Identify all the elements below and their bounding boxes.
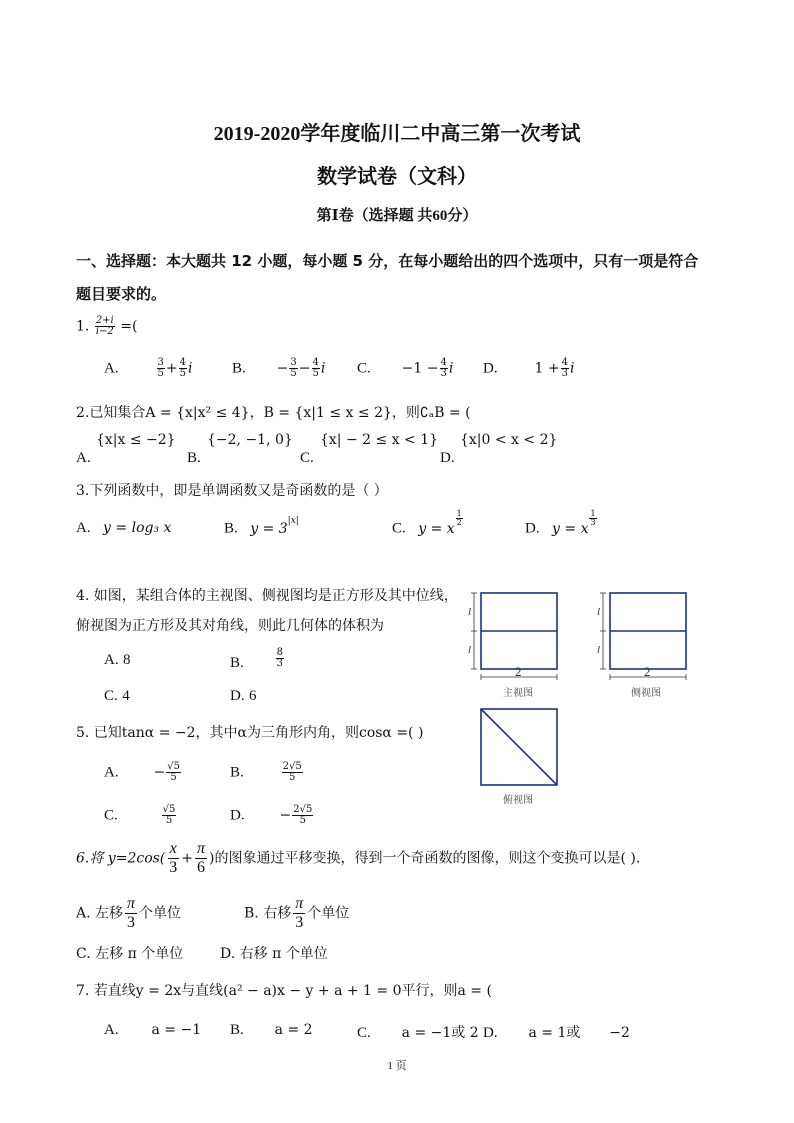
question-7-option-d[interactable]	[483, 1022, 630, 1042]
question-3-option-b[interactable]	[224, 516, 299, 538]
option-label: B.	[230, 1022, 244, 1038]
denominator: 5	[299, 815, 306, 826]
question-1-option-b[interactable]	[232, 358, 325, 379]
numerator: π	[295, 895, 304, 912]
question-1-option-d[interactable]	[483, 358, 574, 379]
part-heading: 第Ⅰ卷（选择题 共60分）	[316, 208, 478, 224]
denominator: 5	[312, 368, 319, 379]
question-2-option-d[interactable]	[440, 432, 558, 466]
question-5-option-b[interactable]	[230, 762, 304, 783]
option-value: {x|0 < x < 2}	[460, 432, 558, 448]
side-view-label: 侧视图	[631, 688, 661, 699]
option-label: B.	[230, 654, 244, 671]
question-3-option-d[interactable]	[525, 509, 598, 538]
question-3-option-c[interactable]	[392, 509, 464, 538]
denominator: 3	[276, 658, 284, 669]
question-7-stem: 7. 若直线y = 2x与直线(a² − a)x − y + a + 1 = 0平行，则a = (	[76, 983, 492, 999]
stem-suffix: )的图象通过平移变换，得到一个奇函数的图像，则这个变换可以是( ).	[209, 850, 641, 867]
option-label: D.	[230, 807, 245, 824]
option-value: 6	[249, 688, 257, 704]
question-5-option-d[interactable]	[230, 805, 314, 826]
numerator: x	[169, 840, 177, 857]
option-value: {x|x ≤ −2}	[96, 432, 176, 448]
question-4-line2: 俯视图为正方形及其对角线，则此几何体的体积为	[76, 618, 384, 634]
numerator: 8	[276, 647, 284, 658]
page-title: 2019-2020学年度临川二中高三第一次考试	[213, 123, 581, 145]
question-1-number: 1.	[76, 318, 90, 335]
denominator: 6	[197, 859, 206, 876]
denominator: 5	[179, 368, 186, 379]
option-label: A. 左移	[76, 905, 124, 922]
option-label: A.	[104, 360, 119, 377]
fraction	[289, 358, 297, 379]
option-label: D.	[483, 360, 498, 377]
question-6-stem	[76, 840, 640, 877]
option-label: A.	[104, 1022, 119, 1038]
option-label: C.	[104, 807, 118, 824]
fraction	[293, 895, 305, 932]
denominator: 5	[170, 772, 177, 783]
option-value: 8	[123, 652, 131, 668]
question-4-option-b[interactable]	[230, 648, 285, 669]
denominator: 5	[165, 815, 173, 826]
option-value: y = 3	[250, 520, 288, 537]
numerator: √5	[162, 804, 176, 815]
option-label: D.	[230, 688, 245, 704]
option-value: a = −1	[151, 1022, 202, 1038]
option-unit: 个单位	[307, 905, 350, 922]
option-value: y = x	[418, 520, 455, 537]
denominator: 5	[289, 772, 296, 783]
section-instruction-line2: 题目要求的。	[76, 285, 167, 303]
question-6-option-d[interactable]: D. 右移 π 个单位	[220, 946, 328, 962]
option-value: a = −1或 2	[401, 1025, 479, 1041]
option-label: A.	[104, 652, 119, 668]
operator: −	[153, 764, 166, 781]
option-label: A.	[104, 764, 119, 781]
question-7-option-b[interactable]	[230, 1022, 313, 1039]
numerator: 2√5	[282, 761, 302, 772]
fraction	[166, 762, 181, 783]
question-7-option-c[interactable]	[357, 1022, 479, 1042]
question-2-option-b[interactable]	[187, 432, 293, 466]
option-label: D.	[525, 520, 540, 537]
expression: −1 −	[401, 360, 439, 377]
fraction	[276, 648, 284, 669]
expression: 1 +	[534, 360, 560, 377]
question-1-stem	[76, 316, 137, 337]
numerator: 3	[157, 357, 164, 368]
option-label: B.	[230, 764, 244, 781]
option-value: y = log₃ x	[103, 520, 172, 536]
fraction	[282, 762, 303, 783]
denominator: 2	[456, 518, 462, 527]
imaginary-unit: i	[320, 360, 326, 377]
option-label: B.	[232, 360, 246, 377]
three-view-figure	[465, 585, 705, 810]
operator: −	[279, 807, 292, 824]
front-dim-upper-l: l	[468, 606, 472, 618]
option-label: C.	[300, 450, 314, 466]
question-2-option-c[interactable]	[300, 432, 439, 466]
imaginary-unit: i	[448, 360, 454, 377]
front-dim-lower-l: l	[468, 644, 472, 656]
option-value: 4	[122, 688, 130, 704]
fraction-numerator: 2+i	[95, 315, 114, 326]
question-3-stem: 3.下列函数中，即是单调函数又是奇函数的是（ ）	[76, 483, 388, 499]
question-1-option-c[interactable]	[357, 358, 453, 379]
numerator: 4	[561, 357, 568, 368]
numerator: 1	[590, 509, 596, 518]
option-label: A.	[76, 450, 91, 466]
side-dim-width: 2	[644, 664, 651, 679]
fraction	[440, 358, 448, 379]
question-1-fraction	[95, 316, 115, 337]
fraction	[179, 358, 187, 379]
numerator: 1	[456, 509, 462, 518]
option-value: {−2, −1, 0}	[207, 432, 293, 448]
question-5-option-a[interactable]	[104, 762, 182, 783]
question-4-line1: 4. 如图，某组合体的主视图、侧视图均是正方形及其中位线，	[76, 588, 458, 604]
fraction	[195, 840, 207, 877]
question-4-option-d[interactable]	[230, 688, 257, 705]
option-label: B.	[187, 450, 201, 466]
front-dimension-lines	[471, 593, 686, 680]
option-label: B.	[224, 520, 238, 537]
option-label: D.	[440, 450, 455, 466]
question-6-option-a[interactable]	[76, 895, 181, 932]
question-5-option-c[interactable]	[104, 805, 177, 826]
top-view-label: 俯视图	[503, 795, 533, 806]
numerator: 4	[312, 357, 319, 368]
operator: +	[165, 360, 178, 377]
question-4-option-c[interactable]	[104, 688, 130, 705]
option-label: C.	[357, 1025, 371, 1041]
option-label: C.	[104, 688, 118, 704]
operator: +	[181, 850, 194, 867]
denominator: 5	[157, 368, 164, 379]
option-label: C.	[357, 360, 371, 377]
top-view-diagonal	[481, 709, 557, 785]
question-5-stem: 5. 已知tanα = −2，其中α为三角形内角，则cosα =( )	[76, 725, 424, 741]
question-4-option-a[interactable]	[104, 652, 131, 669]
numerator: √5	[167, 761, 180, 772]
side-dim-lower-l: l	[597, 644, 601, 656]
denominator: 5	[290, 368, 297, 379]
question-1-option-a[interactable]	[104, 358, 192, 379]
option-value: {x| − 2 ≤ x < 1}	[320, 432, 439, 448]
option-unit: 个单位	[139, 905, 182, 922]
front-dim-width: 2	[515, 664, 522, 679]
fraction	[167, 840, 179, 877]
option-value: a = 1或	[528, 1025, 581, 1041]
exponent-fraction	[456, 510, 463, 527]
denominator: 3	[127, 914, 136, 931]
denominator: 3	[440, 368, 447, 379]
numerator: 4	[179, 357, 186, 368]
operator: −	[298, 360, 311, 377]
question-7-option-a[interactable]	[104, 1022, 201, 1039]
fraction	[157, 358, 165, 379]
question-2-stem: 2.已知集合A = {x|x² ≤ 4}，B = {x|1 ≤ x ≤ 2}，则∁ₐB = (	[76, 405, 471, 421]
side-dim-upper-l: l	[597, 606, 601, 618]
question-3-option-a[interactable]	[76, 520, 171, 537]
denominator: 3	[295, 914, 304, 931]
fraction	[292, 805, 313, 826]
imaginary-unit: i	[569, 360, 575, 377]
option-label: A.	[76, 520, 91, 536]
imaginary-unit: i	[187, 360, 193, 377]
front-view-label: 主视图	[503, 688, 533, 699]
page-number: 1 页	[387, 1060, 407, 1072]
question-2-option-a[interactable]	[76, 432, 176, 466]
option-label: B. 右移	[244, 905, 292, 922]
option-value: a = 2	[274, 1022, 313, 1038]
numerator: 2√5	[293, 804, 313, 815]
question-1-tail: =(	[120, 318, 138, 335]
option-value-extra: −2	[609, 1025, 630, 1041]
denominator: 3	[561, 368, 568, 379]
numerator: 4	[440, 357, 447, 368]
fraction	[125, 895, 137, 932]
page-subtitle: 数学试卷（文科）	[317, 166, 477, 188]
exponent: |x|	[287, 516, 299, 526]
fraction	[312, 358, 320, 379]
exponent-fraction	[589, 510, 596, 527]
denominator: 3	[590, 518, 596, 527]
question-6-option-c[interactable]: C. 左移 π 个单位	[76, 946, 184, 962]
numerator: 3	[290, 357, 297, 368]
fraction	[162, 805, 177, 826]
numerator: π	[197, 840, 206, 857]
question-6-option-b[interactable]	[244, 895, 349, 932]
denominator: 3	[169, 859, 178, 876]
option-label: D.	[483, 1025, 498, 1041]
fraction	[561, 358, 569, 379]
option-label: C.	[392, 520, 406, 537]
fraction-denominator: i−2	[95, 326, 114, 337]
section-instruction-line1: 一、选择题：本大题共 12 小题，每小题 5 分，在每小题给出的四个选项中，只有一项是符合	[76, 252, 699, 270]
stem-prefix: 6.将 y=2cos(	[76, 850, 166, 867]
numerator: π	[127, 895, 136, 912]
operator: −	[276, 360, 289, 377]
option-value: y = x	[552, 520, 589, 537]
